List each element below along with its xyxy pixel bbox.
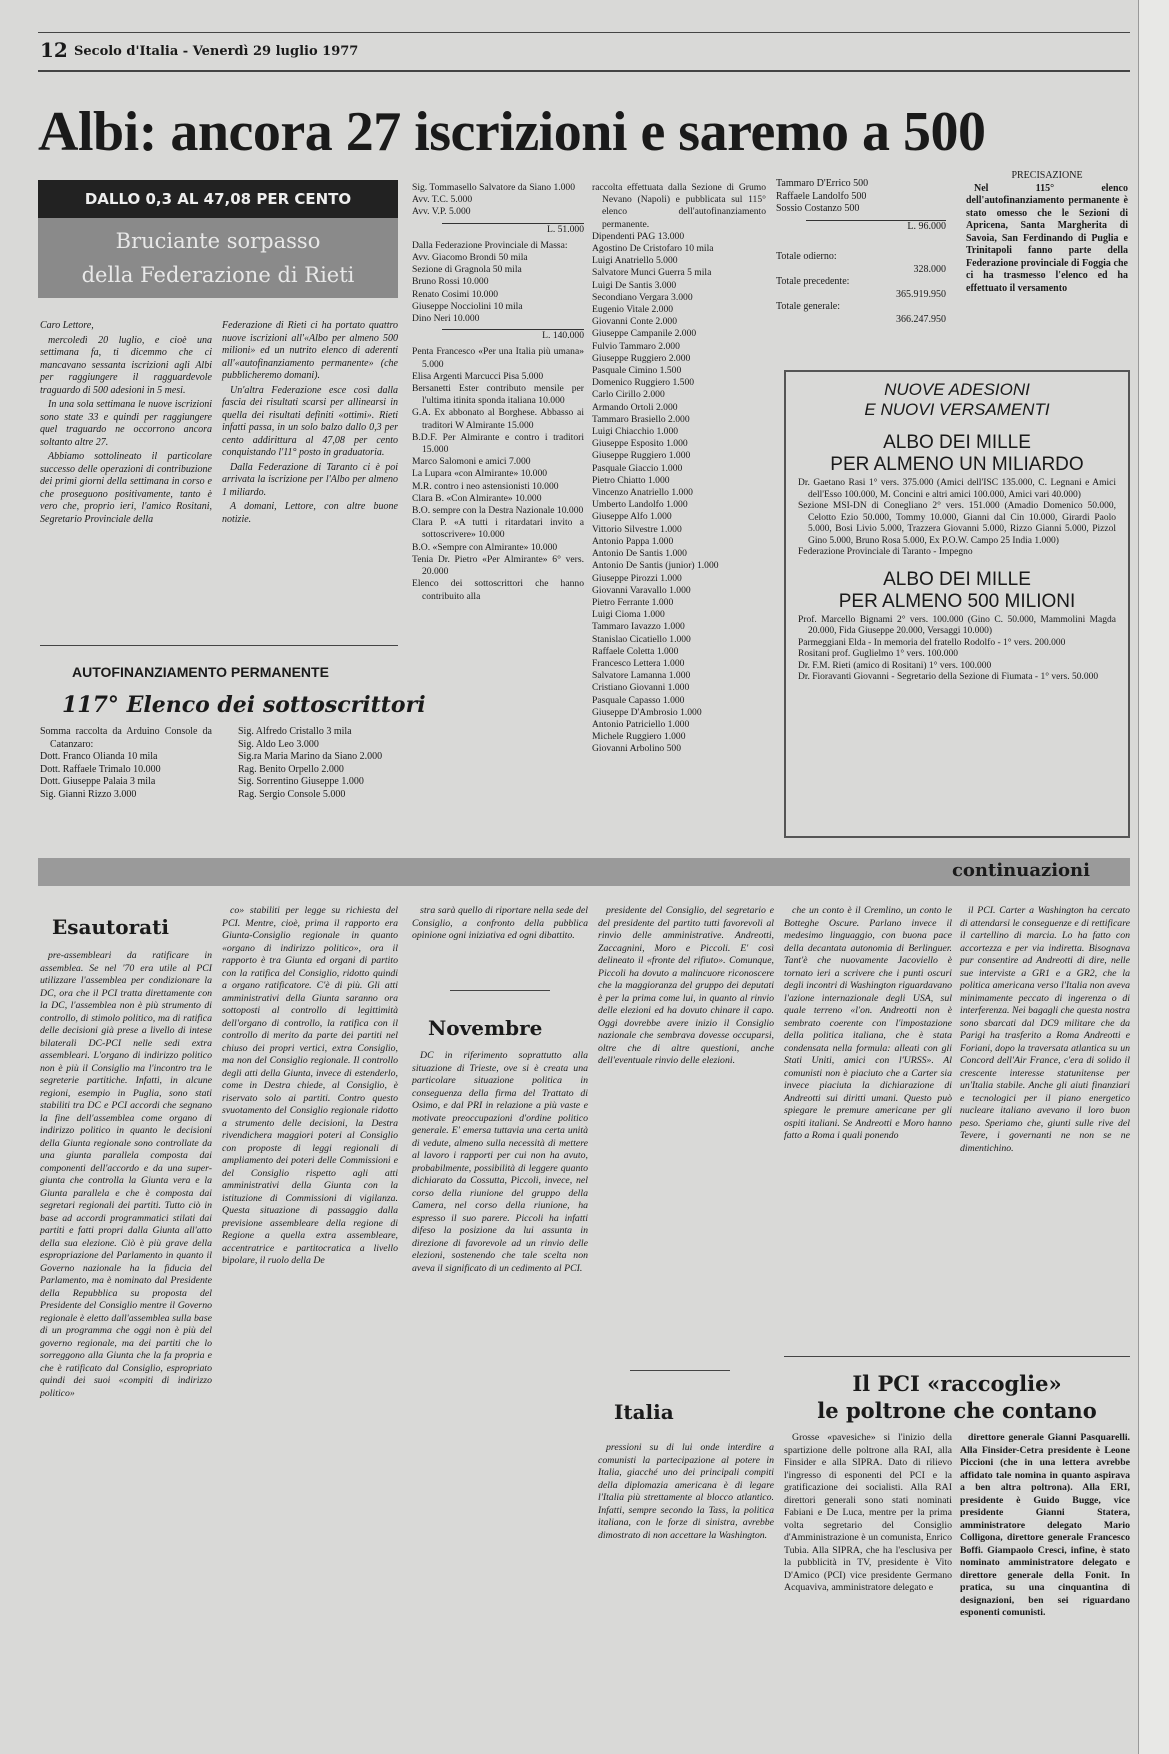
list-item: Giuseppe Ruggiero 2.000 [592, 352, 691, 364]
divider [630, 1370, 730, 1371]
list-item: Prof. Marcello Bignami 2° vers. 100.000 (Gino C. 50.000, Mammolini Magda 20.000, Fida Giuseppe 20.000, Versaggi 10.000) [798, 614, 1116, 636]
list-item: Cristiano Giovanni 1.000 [592, 682, 690, 694]
list-item: Antonio Patriciello 1.000 [592, 718, 690, 730]
list-item: Giovanni Arbolino 500 [592, 743, 682, 755]
pci-title-line: Il PCI «raccoglie» [852, 1371, 1062, 1396]
subscribers-col-1 [40, 726, 212, 801]
total-label: Totale odierno: [776, 251, 837, 262]
paragraph: Caro Lettore, [40, 320, 94, 331]
paragraph: pressioni su di lui onde interdire a comunisti la partecipazione al potere in Italia, giacché uno dei principali compiti della diplomazia americana è di legare l'Italia più strettamente al blocco atlantico. Infatti, sempre secondo la Tass, la politica italiana, con le forze di sinistra, avrebbe dimostrato di non accettare la Washington. [598, 1442, 774, 1541]
albo-title-line: ALBO DEI MILLE [883, 568, 1031, 590]
list-item: Pietro Ferrante 1.000 [592, 596, 674, 608]
list-item: Marco Salomoni e amici 7.000 [412, 456, 531, 468]
list-item: Giovanni Varavallo 1.000 [592, 584, 691, 596]
paragraph: Grosse «pavesiche» si l'inizio della spartizione delle poltrone alla RAI, alla Finsider e alla SIPRA. Dato di rilievo l'ingresso di esponenti del PCI e la gratificazione dei socialisti. Alla RAI direttori generali sono stati nominati Fabiani e De Luca, mentre per la prima volta segretario del Consiglio d'Amministrazione è un comunista, Enrico Tubia. Alla SIPRA, che ha l'esclusiva per la pubblicità in TV, presidente è Vito D'Amico (PCI) vice presidente Germano Acquaviva, amministratore delegato e [784, 1432, 952, 1593]
list-item: Michele Ruggiero 1.000 [592, 731, 686, 743]
albo-title-line: PER ALMENO UN MILIARDO [830, 454, 1084, 475]
total-value: 365.919.950 [896, 288, 946, 300]
list-item: Antonio Pappa 1.000 [592, 535, 674, 547]
list-item: Elenco dei sottoscrittori che hanno contribuito alla [412, 578, 584, 602]
list-item: Sig.ra Maria Marino da Siano 2.000 [238, 751, 383, 762]
list-item: Giuseppe Esposito 1.000 [592, 438, 688, 450]
list-item: Dr. F.M. Rieti (amico di Rositani) 1° vers. 100.000 [798, 660, 992, 671]
list-item: Avv. T.C. 5.000 [412, 194, 473, 206]
list-item: Agostino De Cristofaro 10 mila [592, 243, 714, 255]
list-item: Pietro Chiatto 1.000 [592, 474, 670, 486]
list-item: Federazione Provinciale di Taranto - Impegno [798, 547, 973, 557]
list-item: Bersanetti Ester contributo mensile per l'ultima itinita sponda italiana 10.000 [412, 383, 584, 407]
paragraph: Abbiamo sottolineato il particolare successo delle operazioni di contribuzione dei primi giorni della settimana in corso e che proseguono positivamente, tanto è vero che, proprio ieri, l'amico Rositani, Segretario Provinciale della [40, 451, 212, 525]
italia-title: Italia [614, 1400, 674, 1424]
precisazione-text: Nel 115° elenco dell'autofinanziamento permanente è stato omesso che le Sezioni di Apricena, Santa Margherita di Savoia, San Ferdinando di Puglia e Trinitapoli fanno parte della Federazione provinciale di Foggia che ci ha trasmesso l'elenco ed ha effettuato il versamento [966, 182, 1128, 294]
total-value: 366.247.950 [896, 313, 946, 325]
albo-title-line: PER ALMENO 500 MILIONI [838, 590, 1076, 612]
list-item: M.R. contro i neo astensionisti 10.000 [412, 480, 559, 492]
total-label: Totale generale: [776, 301, 840, 312]
subscribers-col-2 [238, 726, 398, 801]
list-item: Vincenzo Anatriello 1.000 [592, 487, 693, 499]
list-item: Rositani prof. Guglielmo 1° vers. 100.000 [798, 649, 959, 659]
list-item: Sossio Costanzo 500 [776, 203, 860, 214]
list-item: Armando Ortoli 2.000 [592, 401, 678, 413]
list-item: Secondiano Vergara 3.000 [592, 291, 693, 303]
paragraph: co» stabiliti per legge su richiesta del PCI. Mentre, cioè, prima il rapporto era Giunta-Consiglio regionale in quanto «organo di indirizzo politico», ora il rapporto è tra Giunta ed organi di partito con la ratifica del Consiglio, ridotto quindi a organo ratificatore. C'è di più. Gli atti amministrativi della Giunta saranno ora sottoposti al controllo di legittimità dell'organo di controllo, la ratifica con il controllo di merito da parte dei partiti nel chiuso dei propri vertici, extra Consiglio, ma non del Consiglio regionale. Il controllo degli atti della Giunta, invece di estenderlo, come in Destra chiede, al Consiglio, è riservato solo ai partiti. Contro questo svuotamento del Consiglio regionale ridotto a strumento delle decisioni, la Destra rivendichera maggiori poteri al Consiglio con proposte di leggi regionali di ampliamento dei poteri delle Commissioni e del Consiglio rispetto agli atti amministrativi della Giunta con la istituzione di Commissioni di vigilanza. Questa situazione di passaggio dalla previsione assembleare della regione di Regione a quella extra assembleare, accentratrice e partitocratica a livello bipolare, il ruolo della De [222, 905, 398, 1266]
pci-title [784, 1370, 1130, 1424]
list-item: Clara P. «A tutti i ritardatari invito a sottoscrivere» 10.000 [412, 517, 584, 541]
list-item: Antonio De Santis (junior) 1.000 [592, 560, 719, 572]
list-item: Giuseppe Campanile 2.000 [592, 328, 697, 340]
list-item: Dipendenti PAG 13.000 [592, 230, 685, 242]
paragraph: Federazione di Rieti ci ha portato quattro nuove iscrizioni all'«Albo per almeno 500 milioni» ed un nutrito elenco di aderenti all'«autofinanziamento permanente» (che pubblicheremo domani). [222, 320, 398, 381]
top-rule [38, 32, 1130, 33]
subscribers-col-5 [776, 178, 946, 326]
list-item: Sig. Alfredo Cristallo 3 mila [238, 726, 352, 737]
list-item: Pasquale Capasso 1.000 [592, 694, 685, 706]
list-item: Dalla Federazione Provinciale di Massa: [412, 239, 568, 251]
band-label: continuazioni [951, 860, 1090, 881]
esautorati-col-1 [40, 950, 212, 1402]
total-generale [776, 301, 946, 326]
paragraph: DC in riferimento soprattutto alla situazione di Trieste, ove si è creata una particolare situazione politica in conseguenza della firma del Trattato di Osimo, e dal PRI in relazione a più vaste e motivate preoccupazioni d'ordine politico generale. E' emersa tuttavia una certa unità di vedute, almeno sulla necessità di mettere al lavoro i rapporti per cui non ha avuto, probabilmente, possibilità di leggere quanto dichiarato da Cossutta, Piccoli, invece, nel corso della riunione del gruppo della Camera, nel corso della riunione, ha espresso il suo parere. Piccoli ha infatti difeso la posizione da lui assunta in direzione di favorevole ad un rinvio delle elezioni, sostenendo che tale scelta non aveva il significato di un cedimento al PCI. [412, 1050, 588, 1274]
list-item: B.O. sempre con la Destra Nazionale 10.000 [412, 505, 584, 517]
section-label: AUTOFINANZIAMENTO PERMANENTE [72, 664, 329, 680]
precisazione [966, 170, 1128, 297]
list-item: raccolta effettuata dalla Sezione di Grumo Nevano (Napoli) e pubblicata sul 115° elenco dell'autofinanziamento permanente. [592, 182, 766, 230]
paragraph: Un'altra Federazione esce così dalla fascia dei risultati scarsi per allinearsi in quella dei risultati definiti «ottimi». Rieti infatti passa, in un solo balzo dallo 0,3 per cento addirittura al 47,08 per cento conquistando l'11° posto in graduatoria. [222, 384, 398, 458]
paragraph: che un conto è il Cremlino, un conto le Botteghe Oscure. Parlano invece il medesimo linguaggio, con buona pace della decantata autonomia di Berlinguer. Tant'è che nuovamente Jacoviello è tornato ieri a scrivere che i punti oscuri degli incontri di Washington riguardavano l'azione internazionale degli USA, sul quale terreno «l'on. Andreotti non è sembrato coerente con l'impostazione della politica italiana, che è stata condensata nella formula: alleati con gli Stati Uniti, amici con l'URSS». Al comunisti non è piaciuto che a Carter sia invece piaciuta la dichiarazione di Andreotti sui diritti umani. Questo può spiegare le premure americane per gli ospiti italiani. Se Andreotti e Moro hanno fatto a Roma i quali ponendo [784, 905, 952, 1141]
divider [40, 645, 398, 646]
total-label: Totale precedente: [776, 276, 850, 287]
subscribers-col-3 [412, 182, 584, 603]
list-item: Tammaro D'Errico 500 [776, 178, 869, 189]
paragraph: In una sola settimana le nuove iscrizioni sono state 33 e quindi per raggiungere quel traguardo ne occorrono ancora soltanto altre 27. [40, 399, 212, 448]
list-item: Raffaele Coletta 1.000 [592, 645, 679, 657]
list-item: Giuseppe Ruggiero 1.000 [592, 450, 691, 462]
paragraph: mercoledì 20 luglio, e cioè una settimana fa, ti dicemmo che ci mancavano sessanta iscrizioni agli Albi per raggiungere il ragguardevole traguardo di 500 adesioni in 5 mesi. [40, 334, 212, 396]
list-item: Dott. Franco Olianda 10 mila [40, 751, 158, 762]
total-precedente [776, 276, 946, 301]
paragraph: presidente del Consiglio, del segretario e del presidente del partito tutti favorevoli al rinvio delle amministrative. Andreotti, Zaccagnini, Moro e Piccoli. E' così delineato il «fronte del rifiuto». Comunque, Piccoli ha dovuto a malincuore riconoscere che la maggioranza del gruppo dei deputati è per la prima come lui, in quanto al rinvio delle elezioni ed ha dovuto chinare il capo. Oggi dovrebbe avere inizio il Consiglio nazionale che sembrava dovesse occuparsi, oltre che di altre questioni, anche dell'eventuale rinvio delle elezioni. [598, 905, 774, 1066]
italia-col-6 [960, 905, 1130, 1157]
pci-title-line: le poltrone che contano [817, 1398, 1097, 1423]
list-item: Tammaro Brasiello 2.000 [592, 413, 690, 425]
paragraph: A domani, Lettore, con altre buone notizie. [222, 501, 398, 525]
list-item: Giuseppe D'Ambrosio 1.000 [592, 706, 702, 718]
list-item: Pasquale Giaccio 1.000 [592, 462, 683, 474]
list-item: G.A. Ex abbonato al Borghese. Abbasso ai traditori W Almirante 15.000 [412, 407, 584, 431]
total-value: 328.000 [913, 263, 946, 275]
subscribers-col-4 [592, 182, 766, 756]
esautorati-col-2 [222, 905, 398, 1270]
list-item: Vittorio Silvestre 1.000 [592, 523, 682, 535]
pci-col-2 [960, 1432, 1130, 1622]
list-item: Fulvio Tammaro 2.000 [592, 340, 680, 352]
novembre-text [412, 1050, 588, 1277]
albo-title-line: ALBO DEI MILLE [883, 432, 1031, 453]
pci-col-1 [784, 1432, 952, 1597]
divider [784, 1356, 1130, 1357]
list-item: Dr. Fioravanti Giovanni - Segretario della Sezione di Fiumata - 1° vers. 50.000 [798, 672, 1099, 682]
italia-text [598, 1442, 774, 1544]
paragraph: pre-assembleari da ratificare in assemblea. Se nel '70 era utile al PCI utilizzare l'assemblea per condizionare la DC, ora che il PCI tratta direttamente con la DC, l'assemblea non è più strumento di controllo, di stimolo politico, ma di ratifica delle decisioni già prese a livello di intese bilaterali DC-PCI nelle sedi extra assembleari. L'organo di indirizzo politico non è più il Consiglio ma l'incontro tra le segreterie partitiche. Infatti, in alcune regioni, esempio in Puglia, sono stati stabiliti tra DC e PCI accordi che segnano la fine dell'assemblea come organo di indirizzo politico in quanto le decisioni della Giunta regionale sono controllate da una giunta parallela composta dai componenti dell'accordo e da una super-giunta che controlla la Giunta vera e la Giunta parallela e che è composta dai segretari regionali dei partiti. Tutto ciò in base ad accordi programmatici stilati dai partiti e fatti propri dalla Giunta all'atto della sua elezione. Ciò è più grave della espropriazione del Parlamento in quanto il Governo nazionale ha la fiducia del Parlamento, ma è nominato dal Presidente della Repubblica su proposta del Presidente del Consiglio mentre il Governo regionale è eletto dall'assemblea sulla base di un programma che oggi non è più del governo regionale, ma dei partiti che lo sorreggono alla Giunta che la fa propria e che è ratificato dal Consiglio, espropriato quindi dei suoi «compiti di indirizzo politico» [40, 950, 212, 1399]
list-item: Dr. Gaetano Rasi 1° vers. 375.000 (Amici dell'ISC 135.000, C. Legnani e Amici dell'Esso 100.000, M. Concini e altri amici 100.000, Amici vari 40.000) [798, 478, 1116, 500]
list-item: Tenia Dr. Pietro «Per Almirante» 6° vers. 20.000 [412, 553, 584, 578]
list-item: Giovanni Conte 2.000 [592, 316, 678, 328]
list-item: Renato Cosimi 10.000 [412, 288, 499, 300]
paragraph: direttore generale Gianni Pasquarelli. Alla Finsider-Cetra presidente è Leone Piccioni (che in una lettera avrebbe affidato tale nomina in quanto aspirava a ben altra poltrona). Alla ERI, presidente è Guido Bugge, vice presidente Gianni Statera, amministratore delegato Mario Colligona, direttore generale Francesco Boffi. Giampaolo Cresci, infine, è stato nominato amministratore delegato e direttore generale della Fonit. In pratica, su una cinquantina di designazioni, ben sei riguardano esponenti comunisti. [960, 1432, 1130, 1618]
masthead: Secolo d'Italia - Venerdì 29 luglio 1977 [74, 44, 359, 59]
italia-col-5 [784, 905, 952, 1145]
list-item: Francesco Lettera 1.000 [592, 657, 685, 669]
box-title-line: NUOVE ADESIONI [884, 380, 1030, 399]
subhead-line-1: Bruciante sorpasso [115, 229, 321, 253]
list-item: Raffaele Landolfo 500 [776, 190, 867, 202]
list-item: Penta Francesco «Per una Italia più umana» 5.000 [412, 346, 584, 370]
list-item: Giuseppe Nocciolini 10 mila [412, 300, 523, 312]
precisazione-title: PRECISAZIONE [1011, 170, 1083, 181]
list-item: Carlo Cirillo 2.000 [592, 389, 665, 401]
list-item: B.O. «Sempre con Almirante» 10.000 [412, 541, 558, 553]
albo-miliardo-title [786, 432, 1128, 476]
list-item: Giuseppe Alfo 1.000 [592, 511, 672, 523]
page-number: 12 [40, 38, 68, 62]
list-title: 117° Elenco dei sottoscrittori [62, 692, 426, 718]
list-item: Rag. Sergio Console 5.000 [238, 788, 346, 800]
nuove-adesioni-box [784, 370, 1130, 838]
list-item: Eugenio Vitale 2.000 [592, 304, 674, 316]
list-item: Luigi De Santis 3.000 [592, 279, 677, 291]
list-item: Bruno Rossi 10.000 [412, 276, 489, 288]
list-item: Sig. Tommasello Salvatore da Siano 1.000 [412, 182, 576, 193]
headline: Albi: ancora 27 iscrizioni e saremo a 500 [38, 101, 986, 163]
subtotal: L. 51.000 [442, 223, 584, 236]
novembre-col-4 [598, 905, 774, 1070]
page-edge [1138, 0, 1169, 1754]
paragraph: Dalla Federazione di Taranto ci è poi arrivata la iscrizione per l'Albo per almeno 1 miliardo. [222, 461, 398, 498]
list-item: Antonio De Santis 1.000 [592, 548, 687, 560]
albo-500-list [786, 613, 1128, 686]
list-item: Pasquale Cimino 1.500 [592, 365, 682, 377]
subtotal: L. 96.000 [806, 220, 946, 234]
continuazioni-band [38, 858, 1130, 886]
box-title [786, 380, 1128, 420]
paragraph: il PCI. Carter a Washington ha cercato di attendarsi le conseguenze e di rettificare il cartellino di marcia. Lo ha fatto con accortezza e per via indiretta. Bisognava pur consentire ad Andreotti di dire, nelle sue interviste a GR1 e a GR2, che la politica americana verso l'Italia non aveva minimamente peccato di ingerenza o di interferenza. Nei bagagli che questa nostra sono sbarcati dal DC9 militare che da Parigi ha trasferito a Roma Andreotti e Foriani, dopo la traversata atlantica su un Concord dell'Air France, c'era di solido il crescente interesse statunitense per un'Italia stabile. Anche gli aiuti finanziari e tecnologici per il piano energetico nucleare italiano avevano il loro buon peso. Speriamo che, giunti sulle rive del Tevere, i governanti ne non se ne dimentichino. [960, 905, 1130, 1154]
list-item: La Lupara «con Almirante» 10.000 [412, 468, 548, 480]
subtotal: L. 140.000 [442, 329, 584, 342]
lead-col-1 [40, 320, 212, 528]
lead-col-2 [222, 320, 398, 528]
list-item: Avv. Giacomo Brondi 50 mila [412, 252, 528, 264]
list-item: Rag. Benito Orpello 2.000 [238, 763, 344, 775]
lead-kicker: DALLO 0,3 AL 47,08 PER CENTO [38, 180, 398, 218]
list-item: Tammaro Iavazzo 1.000 [592, 621, 685, 633]
list-item: Giuseppe Pirozzi 1.000 [592, 572, 682, 584]
novembre-title: Novembre [428, 1016, 543, 1040]
list-item: Salvatore Lamanna 1.000 [592, 670, 691, 682]
list-item: Luigi Cioma 1.000 [592, 609, 665, 621]
paragraph: stra sarà quello di riportare nella sede del Consiglio, a confronto della pubblica opinione ogni iniziativa ed ogni dibattito. [412, 905, 588, 941]
list-item: Domenico Ruggiero 1.500 [592, 377, 695, 389]
list-item: Sig. Aldo Leo 3.000 [238, 738, 319, 750]
list-item: Salvatore Munci Guerra 5 mila [592, 267, 712, 279]
lead-subhead [38, 218, 398, 298]
albo-500-title [786, 569, 1128, 613]
header-rule [38, 70, 1130, 72]
list-item: Somma raccolta da Arduino Console da Catanzaro: [40, 726, 212, 750]
esautorati-title: Esautorati [52, 915, 169, 939]
total-odierno [776, 251, 946, 276]
list-item: Luigi Anatriello 5.000 [592, 255, 678, 267]
albo-miliardo-list [786, 476, 1128, 561]
list-item: Umberto Landolfo 1.000 [592, 499, 688, 511]
list-item: Elisa Argenti Marcucci Pisa 5.000 [412, 370, 544, 382]
divider [450, 990, 550, 991]
list-item: Sezione di Gragnola 50 mila [412, 264, 522, 276]
box-title-line: E NUOVI VERSAMENTI [864, 400, 1050, 419]
list-item: Dino Neri 10.000 [412, 313, 480, 325]
list-item: Clara B. «Con Almirante» 10.000 [412, 492, 542, 504]
list-item: Dott. Giuseppe Palaia 3 mila [40, 776, 156, 787]
list-item: Parmeggiani Elda - In memoria del fratello Rodolfo - 1° vers. 200.000 [798, 637, 1066, 648]
list-item: Sezione MSI-DN di Conegliano 2° vers. 151.000 (Amadio Domenico 50.000, Celotto Ezio 50.000, Tommy 10.000, Gianni dal Cin 10.000, Girardi Paolo 5.000, Bosi Livio 5.000, Trazzera Giovanni 5.000, Rizzo Gianni 5.000, Pizzol Gino 5.000, Bruno Rosa 5.000, Ex P.O.W. Campo 25 India 1.000) [798, 501, 1116, 546]
list-item: Stanislao Cicatiello 1.000 [592, 633, 691, 645]
list-item: Luigi Chiacchio 1.000 [592, 426, 679, 438]
subhead-line-2: della Federazione di Rieti [81, 263, 355, 287]
list-item: B.D.F. Per Almirante e contro i traditori 15.000 [412, 431, 584, 456]
list-item: Sig. Gianni Rizzo 3.000 [40, 788, 137, 800]
list-item: Dott. Raffaele Trimalo 10.000 [40, 763, 161, 775]
esautorati-col-3 [412, 905, 588, 945]
list-item: Sig. Sorrentino Giuseppe 1.000 [238, 776, 364, 787]
list-item: Avv. V.P. 5.000 [412, 206, 471, 218]
